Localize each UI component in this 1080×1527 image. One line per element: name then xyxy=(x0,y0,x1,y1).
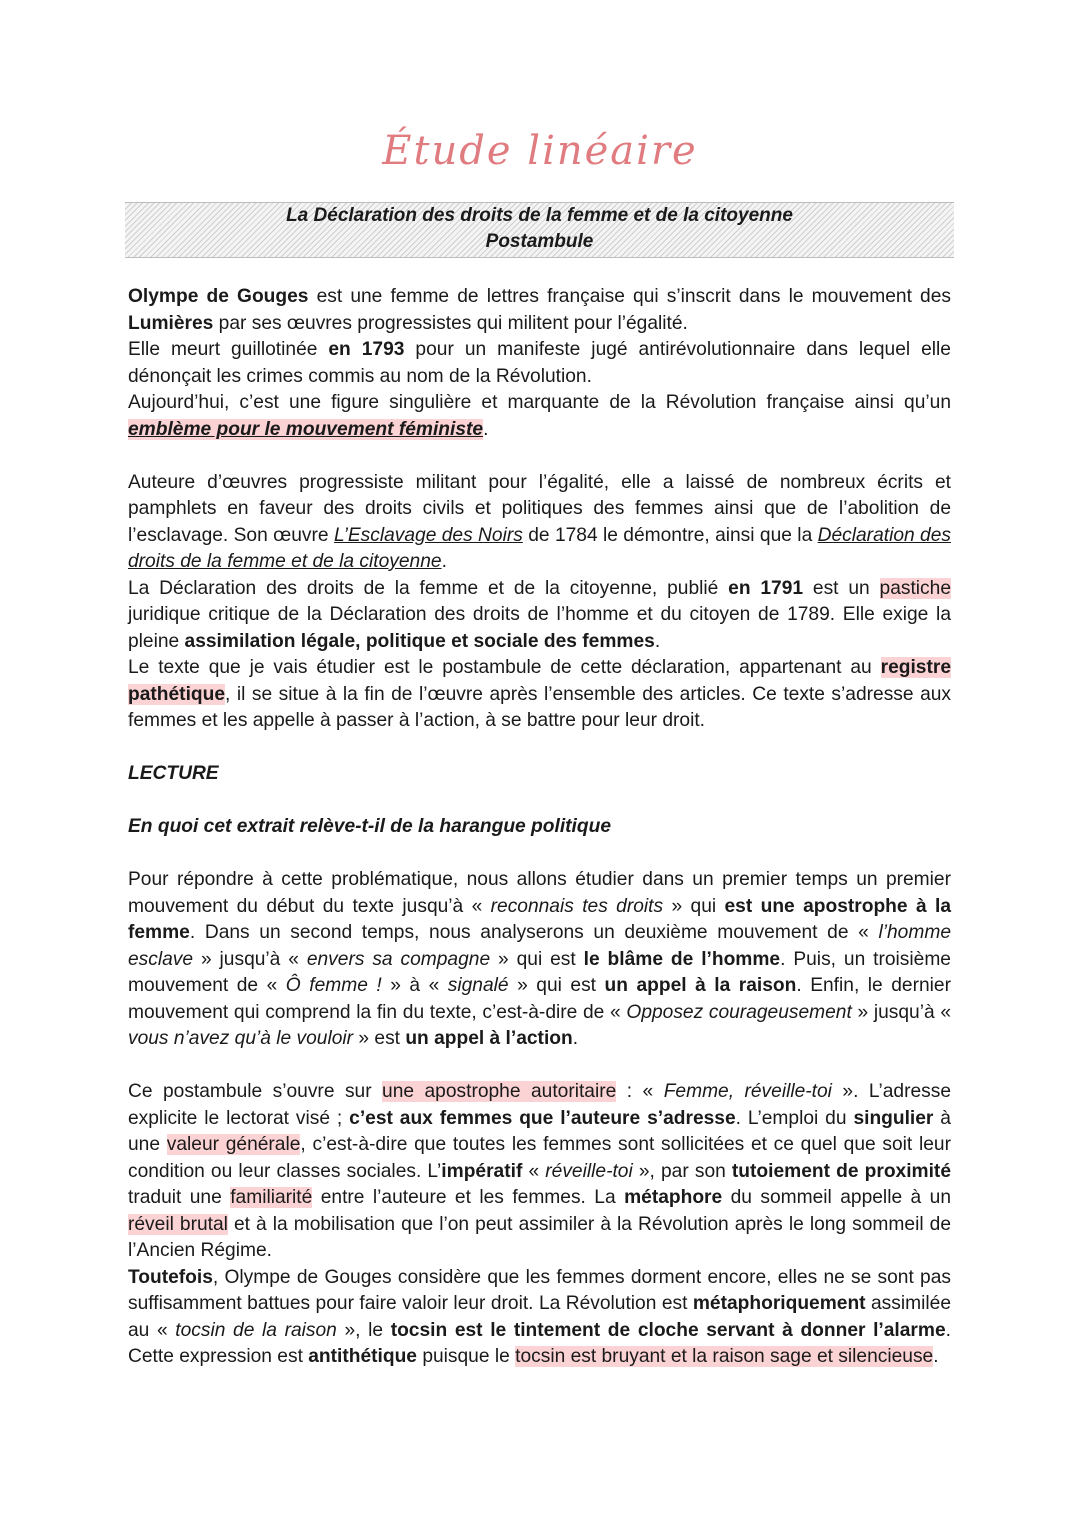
text-bold: Olympe de Gouges xyxy=(128,286,309,307)
text-bold: impératif xyxy=(441,1160,523,1182)
text: entre l’auteure et les femmes. La xyxy=(312,1187,625,1208)
text-bold: assimilation légale, politique et sociale des femmes xyxy=(184,630,655,652)
text-bold: antithétique xyxy=(308,1346,417,1367)
quote: tocsin de la raison xyxy=(175,1319,337,1341)
text: ». L’adresse explicite le lectorat visé ; xyxy=(128,1081,951,1129)
banner-work-title: La Déclaration des droits de la femme et de la citoyenne xyxy=(286,205,793,226)
text: . Puis, un troisième mouvement de « xyxy=(128,948,951,996)
text-highlight: tocsin est bruyant et la raison sage et silencieuse xyxy=(515,1346,934,1367)
text-bold: Lumières xyxy=(128,312,214,334)
intro-paragraph xyxy=(128,284,951,443)
text: » qui est xyxy=(508,975,605,996)
text: . xyxy=(933,1346,939,1367)
text-highlight: familiarité xyxy=(230,1187,313,1208)
quote: envers sa compagne xyxy=(306,948,491,970)
text: », le xyxy=(336,1319,391,1341)
text-bold: singulier xyxy=(853,1107,934,1129)
plan-paragraph xyxy=(128,867,951,1053)
text-bold: Toutefois xyxy=(128,1266,213,1288)
text: du sommeil appelle à un xyxy=(722,1187,951,1208)
text-highlight: valeur générale xyxy=(166,1134,301,1155)
text: à une xyxy=(128,1107,951,1155)
text: traduit une xyxy=(128,1187,231,1208)
section-heading-lecture: LECTURE xyxy=(128,763,219,784)
quote: réveille-toi xyxy=(545,1160,633,1182)
analysis-paragraph xyxy=(128,1079,951,1371)
text: , c’est-à-dire que toutes les femmes sont sollicitées et ce quel que soit leur condition ou leur classes sociales. L’ xyxy=(128,1134,951,1182)
text-bold: métaphoriquement xyxy=(692,1293,866,1314)
work-title: L’Esclavage des Noirs xyxy=(333,524,523,546)
quote: Opposez courageusement xyxy=(626,1001,852,1023)
text: juridique critique de la Déclaration des droits de l’homme et du citoyen de 1789. Elle exige la pleine xyxy=(128,604,951,652)
problematique-heading: En quoi cet extrait relève-t-il de la harangue politique xyxy=(128,816,611,837)
quote: vous n’avez qu’à le vouloir xyxy=(128,1028,354,1049)
context-paragraph xyxy=(128,470,951,735)
text-highlight: réveil brutal xyxy=(128,1213,228,1235)
text: » jusqu’à « xyxy=(851,1001,952,1023)
text: » jusqu’à « xyxy=(193,948,307,970)
text: . xyxy=(654,630,661,652)
text: par ses œuvres progressistes qui militent pour l’égalité. xyxy=(213,312,688,334)
text-bold: en 1793 xyxy=(328,339,405,360)
text: et à la mobilisation que l’on peut assimiler à la Révolution après le long sommeil de l’Ancien Régime. xyxy=(128,1213,951,1261)
text-bold: tocsin est le tintement de cloche servant à donner l’alarme xyxy=(390,1319,946,1341)
text: La Déclaration des droits de la femme et de la citoyenne, publié xyxy=(128,577,729,599)
text: . xyxy=(441,551,447,572)
work-title: Déclaration des droits de la femme et de la citoyenne xyxy=(128,524,951,572)
text: Ce postambule s’ouvre sur xyxy=(128,1081,383,1102)
text: Le texte que je vais étudier est le postambule de cette déclaration, appartenant au xyxy=(128,657,881,678)
banner-subtitle: Postambule xyxy=(485,231,594,252)
text: » qui xyxy=(663,895,725,917)
text-highlight: une apostrophe autoritaire xyxy=(382,1081,617,1102)
text: » est xyxy=(353,1028,406,1049)
text: , Olympe de Gouges considère que les femmes dorment encore, elles ne se sont pas suffisamment battues pour faire valoir leur droit. La Révolution est xyxy=(128,1266,951,1314)
text-bold: c’est aux femmes que l’auteure s’adresse xyxy=(349,1107,736,1129)
quote: Ô femme ! xyxy=(285,975,382,996)
text: . Dans un second temps, nous analyserons un deuxième mouvement de « xyxy=(189,922,879,943)
text: » à « xyxy=(381,975,448,996)
text: est une femme de lettres française qui s’inscrit dans le mouvement des xyxy=(308,286,951,307)
text: Pour répondre à cette problématique, nous allons étudier dans un premier temps un premier mouvement du début du texte jusqu’à « xyxy=(128,869,951,917)
quote: reconnais tes droits xyxy=(490,895,664,917)
page-title: Étude linéaire xyxy=(382,128,698,174)
document-body xyxy=(128,284,951,1371)
text-bold: un appel à la raison xyxy=(604,975,797,996)
text: puisque le xyxy=(416,1346,516,1367)
text-highlight: registre pathétique xyxy=(128,657,951,705)
text: Auteure d’œuvres progressiste militant pour l’égalité, elle a laissé de nombreux écrits et pamphlets en faveur des droits civils et politiques des femmes ainsi que de l’abolition de l’esclavage. Son œuvre xyxy=(128,471,951,546)
text-highlight: pastiche xyxy=(879,577,951,599)
text: Aujourd’hui, c’est une figure singulière et marquante de la Révolution française ainsi qu’un xyxy=(128,392,951,413)
text: » qui est xyxy=(490,948,584,970)
text-bold: tutoiement de proximité xyxy=(731,1160,951,1182)
text-bold: le blâme de l’homme xyxy=(583,948,781,970)
text: assimilée au « xyxy=(128,1293,951,1341)
text: pour un manifeste jugé antirévolutionnaire dans lequel elle dénonçait les crimes commis au nom de la Révolution. xyxy=(128,339,951,387)
title-banner xyxy=(125,202,954,258)
text: . xyxy=(572,1028,579,1049)
text: : « xyxy=(616,1081,664,1102)
text: est un xyxy=(803,577,880,599)
text-highlight: emblème pour le mouvement féministe xyxy=(128,418,484,440)
text: Elle meurt guillotinée xyxy=(128,339,329,360)
text: . xyxy=(483,418,489,440)
text: « xyxy=(522,1160,546,1182)
quote: l’homme esclave xyxy=(128,922,951,970)
text: de 1784 le démontre, ainsi que la xyxy=(522,524,818,546)
text-bold: en 1791 xyxy=(728,577,804,599)
text: , il se situe à la fin de l’œuvre après l’ensemble des articles. Ce texte s’adresse aux femmes et les appelle à passer à l’action, à se battre pour leur droit. xyxy=(128,683,951,731)
text-bold: un appel à l’action xyxy=(405,1028,573,1049)
text: », par son xyxy=(632,1160,732,1182)
text: . Enfin, le dernier mouvement qui comprend la fin du texte, c’est-à-dire de « xyxy=(128,975,951,1023)
text-bold: est une apostrophe à la femme xyxy=(128,895,951,943)
text: . L’emploi du xyxy=(735,1107,854,1129)
quote: Femme, réveille-toi xyxy=(663,1081,832,1102)
text: . Cette expression est xyxy=(128,1319,951,1367)
text-bold: métaphore xyxy=(624,1187,723,1208)
quote: signalé xyxy=(447,975,509,996)
